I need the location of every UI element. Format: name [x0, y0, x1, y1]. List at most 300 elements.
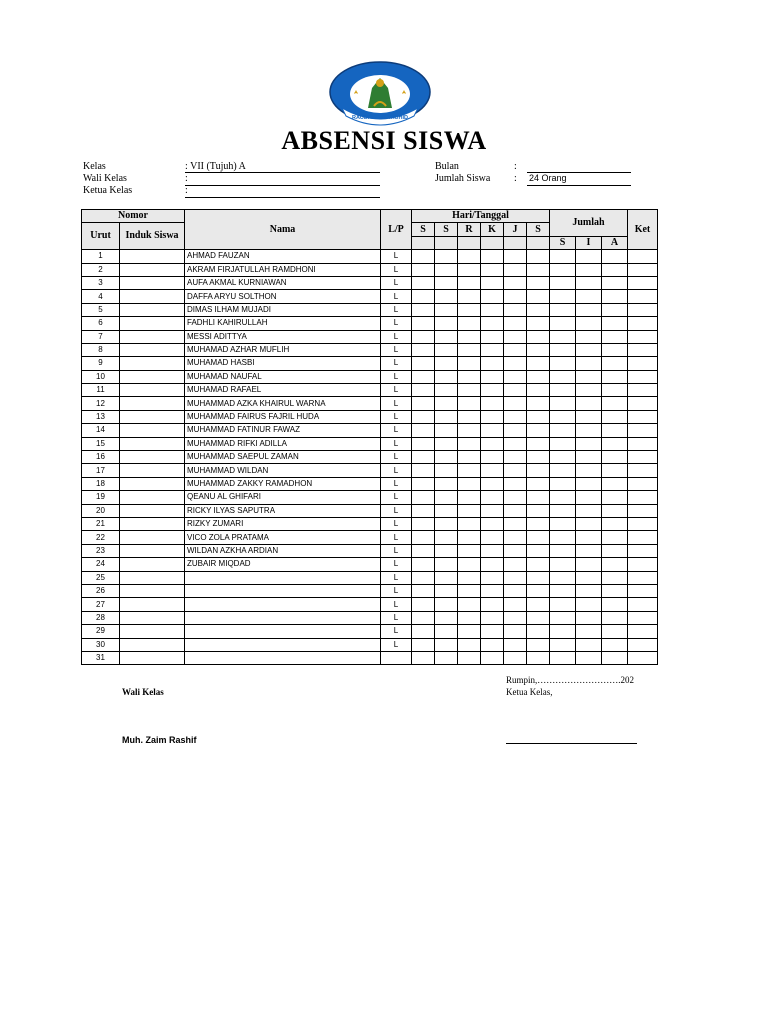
row-day-cell: [458, 437, 481, 450]
row-day-cell: [412, 357, 435, 370]
row-ket: [628, 451, 658, 464]
header-jumlah-i: I: [576, 236, 602, 249]
row-name: MUHAMAD AZHAR MUFLIH: [185, 343, 381, 356]
row-ket: [628, 357, 658, 370]
row-day-cell: [458, 263, 481, 276]
row-day-cell: [412, 638, 435, 651]
row-day-cell: [481, 571, 504, 584]
row-day-cell: [458, 477, 481, 490]
row-jumlah-s: [550, 491, 576, 504]
row-lp: L: [381, 424, 412, 437]
row-day-cell: [458, 370, 481, 383]
row-day-cell: [504, 424, 527, 437]
wali-kelas-signature-title: Wali Kelas: [122, 687, 164, 697]
row-day-cell: [435, 317, 458, 330]
row-day-cell: [435, 477, 458, 490]
row-day-cell: [504, 544, 527, 557]
row-name: [185, 598, 381, 611]
ketua-kelas-signature-line: [506, 743, 637, 744]
row-induk-siswa: [120, 330, 185, 343]
row-ket: [628, 290, 658, 303]
row-day-cell: [458, 625, 481, 638]
row-day-cell: [504, 584, 527, 597]
row-lp: L: [381, 504, 412, 517]
row-ket: [628, 517, 658, 530]
table-row: [82, 598, 658, 611]
row-day-cell: [504, 384, 527, 397]
row-induk-siswa: [120, 611, 185, 624]
row-ket: [628, 370, 658, 383]
row-ket: [628, 263, 658, 276]
row-name: [185, 651, 381, 664]
row-induk-siswa: [120, 276, 185, 289]
row-jumlah-a: [602, 625, 628, 638]
row-induk-siswa: [120, 504, 185, 517]
row-jumlah-s: [550, 531, 576, 544]
row-jumlah-a: [602, 491, 628, 504]
row-day-cell: [481, 638, 504, 651]
row-number: 18: [82, 477, 120, 490]
row-ket: [628, 611, 658, 624]
row-day-cell: [458, 531, 481, 544]
row-number: 22: [82, 531, 120, 544]
row-jumlah-i: [576, 651, 602, 664]
row-jumlah-i: [576, 263, 602, 276]
row-day-cell: [435, 531, 458, 544]
row-name: DIMAS ILHAM MUJADI: [185, 303, 381, 316]
row-number: 12: [82, 397, 120, 410]
row-day-cell: [504, 558, 527, 571]
row-number: 17: [82, 464, 120, 477]
row-jumlah-s: [550, 584, 576, 597]
row-jumlah-a: [602, 357, 628, 370]
row-name: MUHAMMAD FAIRUS FAJRIL HUDA: [185, 410, 381, 423]
row-day-cell: [504, 611, 527, 624]
header-jumlah-a: A: [602, 236, 628, 249]
row-number: 30: [82, 638, 120, 651]
row-day-cell: [458, 276, 481, 289]
row-jumlah-a: [602, 303, 628, 316]
row-ket: [628, 504, 658, 517]
row-day-cell: [481, 276, 504, 289]
header-day: S: [527, 223, 550, 236]
row-day-cell: [435, 424, 458, 437]
row-induk-siswa: [120, 638, 185, 651]
row-day-cell: [435, 451, 458, 464]
header-date-cell: [527, 236, 550, 249]
row-day-cell: [527, 397, 550, 410]
kelas-underline: [185, 172, 380, 173]
header-date-cell: [412, 236, 435, 249]
row-jumlah-s: [550, 370, 576, 383]
row-number: 28: [82, 611, 120, 624]
row-name: VICO ZOLA PRATAMA: [185, 531, 381, 544]
row-day-cell: [504, 263, 527, 276]
row-day-cell: [527, 370, 550, 383]
row-day-cell: [527, 464, 550, 477]
row-day-cell: [527, 504, 550, 517]
row-jumlah-s: [550, 477, 576, 490]
row-day-cell: [481, 370, 504, 383]
row-jumlah-i: [576, 477, 602, 490]
row-day-cell: [458, 290, 481, 303]
row-day-cell: [412, 276, 435, 289]
row-jumlah-s: [550, 437, 576, 450]
row-induk-siswa: [120, 517, 185, 530]
row-number: 14: [82, 424, 120, 437]
row-jumlah-a: [602, 531, 628, 544]
row-day-cell: [435, 611, 458, 624]
row-day-cell: [504, 504, 527, 517]
row-day-cell: [412, 303, 435, 316]
table-row: [82, 558, 658, 571]
row-induk-siswa: [120, 558, 185, 571]
row-jumlah-s: [550, 410, 576, 423]
row-number: 13: [82, 410, 120, 423]
row-lp: L: [381, 263, 412, 276]
row-day-cell: [458, 584, 481, 597]
row-jumlah-a: [602, 651, 628, 664]
row-day-cell: [504, 303, 527, 316]
row-day-cell: [504, 290, 527, 303]
row-name: WILDAN AZKHA ARDIAN: [185, 544, 381, 557]
row-jumlah-i: [576, 250, 602, 263]
row-jumlah-a: [602, 584, 628, 597]
row-induk-siswa: [120, 290, 185, 303]
table-row: [82, 250, 658, 263]
table-row: [82, 651, 658, 664]
row-lp: L: [381, 464, 412, 477]
row-jumlah-s: [550, 384, 576, 397]
row-name: RIZKY ZUMARI: [185, 517, 381, 530]
row-ket: [628, 330, 658, 343]
page-title: ABSENSI SISWA: [281, 126, 487, 155]
row-day-cell: [481, 625, 504, 638]
row-jumlah-s: [550, 290, 576, 303]
row-lp: L: [381, 276, 412, 289]
header-nama: Nama: [185, 210, 381, 250]
row-jumlah-a: [602, 558, 628, 571]
row-day-cell: [458, 571, 481, 584]
table-row: [82, 437, 658, 450]
header-nomor: Nomor: [82, 210, 185, 223]
row-name: ZUBAIR MIQDAD: [185, 558, 381, 571]
row-day-cell: [435, 290, 458, 303]
row-day-cell: [412, 611, 435, 624]
row-day-cell: [458, 464, 481, 477]
row-number: 5: [82, 303, 120, 316]
row-day-cell: [435, 638, 458, 651]
row-day-cell: [412, 598, 435, 611]
row-lp: L: [381, 611, 412, 624]
row-jumlah-i: [576, 317, 602, 330]
row-day-cell: [435, 625, 458, 638]
row-jumlah-a: [602, 544, 628, 557]
table-row: [82, 303, 658, 316]
row-day-cell: [504, 250, 527, 263]
row-jumlah-i: [576, 424, 602, 437]
row-day-cell: [435, 250, 458, 263]
row-jumlah-i: [576, 410, 602, 423]
row-lp: L: [381, 343, 412, 356]
row-name: MUHAMMAD FATINUR FAWAZ: [185, 424, 381, 437]
row-day-cell: [481, 464, 504, 477]
row-number: 11: [82, 384, 120, 397]
row-jumlah-a: [602, 464, 628, 477]
row-jumlah-a: [602, 410, 628, 423]
header-day: S: [435, 223, 458, 236]
row-day-cell: [435, 558, 458, 571]
row-ket: [628, 598, 658, 611]
row-jumlah-s: [550, 611, 576, 624]
row-day-cell: [527, 651, 550, 664]
row-day-cell: [435, 357, 458, 370]
row-day-cell: [412, 651, 435, 664]
row-day-cell: [481, 250, 504, 263]
row-day-cell: [504, 357, 527, 370]
row-day-cell: [412, 584, 435, 597]
table-row: [82, 343, 658, 356]
header-date-cell: [458, 236, 481, 249]
row-ket: [628, 437, 658, 450]
row-lp: L: [381, 330, 412, 343]
row-name: [185, 584, 381, 597]
table-row: [82, 330, 658, 343]
row-name: MUHAMMAD ZAKKY RAMADHON: [185, 477, 381, 490]
row-name: MUHAMMAD SAEPUL ZAMAN: [185, 451, 381, 464]
row-day-cell: [527, 437, 550, 450]
table-row: [82, 611, 658, 624]
table-row: [82, 384, 658, 397]
row-number: 29: [82, 625, 120, 638]
row-induk-siswa: [120, 477, 185, 490]
ketua-kelas-signature-title: Ketua Kelas,: [506, 687, 553, 697]
row-day-cell: [527, 638, 550, 651]
row-jumlah-s: [550, 263, 576, 276]
row-day-cell: [435, 504, 458, 517]
row-name: QEANU AL GHIFARI: [185, 491, 381, 504]
row-jumlah-a: [602, 370, 628, 383]
row-jumlah-s: [550, 464, 576, 477]
row-jumlah-a: [602, 611, 628, 624]
row-jumlah-i: [576, 343, 602, 356]
header-ket: Ket: [628, 210, 658, 250]
row-number: 8: [82, 343, 120, 356]
row-day-cell: [527, 584, 550, 597]
row-jumlah-a: [602, 477, 628, 490]
row-day-cell: [412, 370, 435, 383]
row-day-cell: [435, 517, 458, 530]
row-day-cell: [435, 370, 458, 383]
row-ket: [628, 477, 658, 490]
row-day-cell: [504, 598, 527, 611]
row-day-cell: [435, 571, 458, 584]
row-number: 7: [82, 330, 120, 343]
row-day-cell: [527, 317, 550, 330]
row-jumlah-a: [602, 317, 628, 330]
row-lp: L: [381, 544, 412, 557]
row-jumlah-a: [602, 451, 628, 464]
row-induk-siswa: [120, 384, 185, 397]
row-day-cell: [412, 330, 435, 343]
row-ket: [628, 384, 658, 397]
row-jumlah-i: [576, 330, 602, 343]
row-day-cell: [458, 410, 481, 423]
school-logo: [328, 58, 432, 130]
row-day-cell: [412, 290, 435, 303]
row-jumlah-a: [602, 263, 628, 276]
wali-kelas-name: Muh. Zaim Rashif: [122, 735, 197, 745]
row-day-cell: [527, 625, 550, 638]
row-lp: L: [381, 571, 412, 584]
row-day-cell: [504, 491, 527, 504]
row-day-cell: [481, 397, 504, 410]
row-day-cell: [504, 464, 527, 477]
row-day-cell: [412, 437, 435, 450]
row-day-cell: [527, 611, 550, 624]
row-induk-siswa: [120, 343, 185, 356]
row-day-cell: [527, 384, 550, 397]
row-name: [185, 625, 381, 638]
row-lp: L: [381, 584, 412, 597]
row-number: 23: [82, 544, 120, 557]
row-day-cell: [481, 651, 504, 664]
header-date-cell: [481, 236, 504, 249]
row-ket: [628, 625, 658, 638]
header-lp: L/P: [381, 210, 412, 250]
row-lp: L: [381, 303, 412, 316]
row-number: 20: [82, 504, 120, 517]
row-day-cell: [527, 558, 550, 571]
row-day-cell: [435, 397, 458, 410]
table-row: [82, 263, 658, 276]
row-day-cell: [435, 276, 458, 289]
row-jumlah-s: [550, 638, 576, 651]
row-lp: L: [381, 437, 412, 450]
row-day-cell: [481, 558, 504, 571]
row-induk-siswa: [120, 451, 185, 464]
row-day-cell: [527, 477, 550, 490]
row-jumlah-a: [602, 437, 628, 450]
row-day-cell: [458, 317, 481, 330]
header-day: S: [412, 223, 435, 236]
row-jumlah-i: [576, 598, 602, 611]
row-day-cell: [481, 263, 504, 276]
row-number: 4: [82, 290, 120, 303]
row-jumlah-s: [550, 451, 576, 464]
row-day-cell: [481, 410, 504, 423]
row-induk-siswa: [120, 531, 185, 544]
row-ket: [628, 250, 658, 263]
row-day-cell: [412, 544, 435, 557]
row-day-cell: [412, 384, 435, 397]
row-day-cell: [435, 544, 458, 557]
row-ket: [628, 464, 658, 477]
row-lp: L: [381, 370, 412, 383]
row-day-cell: [458, 451, 481, 464]
row-day-cell: [481, 517, 504, 530]
wali-kelas-label: Wali Kelas: [83, 173, 127, 184]
row-day-cell: [435, 410, 458, 423]
wali-kelas-value: :: [185, 173, 188, 184]
row-day-cell: [458, 517, 481, 530]
row-name: MUHAMAD RAFAEL: [185, 384, 381, 397]
header-induk-siswa: Induk Siswa: [120, 223, 185, 250]
row-jumlah-a: [602, 276, 628, 289]
row-day-cell: [504, 370, 527, 383]
row-day-cell: [481, 343, 504, 356]
row-induk-siswa: [120, 317, 185, 330]
bulan-value: :: [514, 161, 517, 172]
jumlah-siswa-colon: :: [514, 173, 517, 184]
row-day-cell: [458, 343, 481, 356]
row-lp: [381, 651, 412, 664]
header-hari-tanggal: Hari/Tanggal: [412, 210, 550, 223]
header-date-cell: [504, 236, 527, 249]
row-name: [185, 638, 381, 651]
row-jumlah-s: [550, 571, 576, 584]
row-ket: [628, 317, 658, 330]
row-day-cell: [458, 330, 481, 343]
table-row: [82, 638, 658, 651]
jumlah-siswa-underline: [527, 185, 631, 186]
row-day-cell: [435, 303, 458, 316]
row-jumlah-a: [602, 330, 628, 343]
row-ket: [628, 491, 658, 504]
row-jumlah-i: [576, 370, 602, 383]
row-day-cell: [435, 343, 458, 356]
row-day-cell: [412, 424, 435, 437]
row-number: 1: [82, 250, 120, 263]
row-day-cell: [435, 437, 458, 450]
row-jumlah-s: [550, 651, 576, 664]
row-ket: [628, 571, 658, 584]
table-row: [82, 290, 658, 303]
row-day-cell: [527, 343, 550, 356]
row-jumlah-i: [576, 437, 602, 450]
row-jumlah-i: [576, 544, 602, 557]
row-number: 15: [82, 437, 120, 450]
row-jumlah-i: [576, 558, 602, 571]
table-row: [82, 370, 658, 383]
row-lp: L: [381, 625, 412, 638]
row-day-cell: [481, 544, 504, 557]
row-number: 10: [82, 370, 120, 383]
row-jumlah-i: [576, 451, 602, 464]
row-lp: L: [381, 410, 412, 423]
row-number: 26: [82, 584, 120, 597]
row-day-cell: [412, 263, 435, 276]
row-jumlah-s: [550, 504, 576, 517]
row-day-cell: [458, 651, 481, 664]
row-jumlah-a: [602, 638, 628, 651]
row-day-cell: [481, 598, 504, 611]
row-day-cell: [527, 330, 550, 343]
row-lp: L: [381, 384, 412, 397]
row-lp: L: [381, 477, 412, 490]
row-day-cell: [458, 598, 481, 611]
row-day-cell: [527, 290, 550, 303]
row-day-cell: [481, 424, 504, 437]
row-day-cell: [412, 625, 435, 638]
row-name: [185, 611, 381, 624]
row-name: [185, 571, 381, 584]
row-day-cell: [504, 397, 527, 410]
row-ket: [628, 558, 658, 571]
row-jumlah-s: [550, 558, 576, 571]
row-name: AUFA AKMAL KURNIAWAN: [185, 276, 381, 289]
row-day-cell: [527, 424, 550, 437]
